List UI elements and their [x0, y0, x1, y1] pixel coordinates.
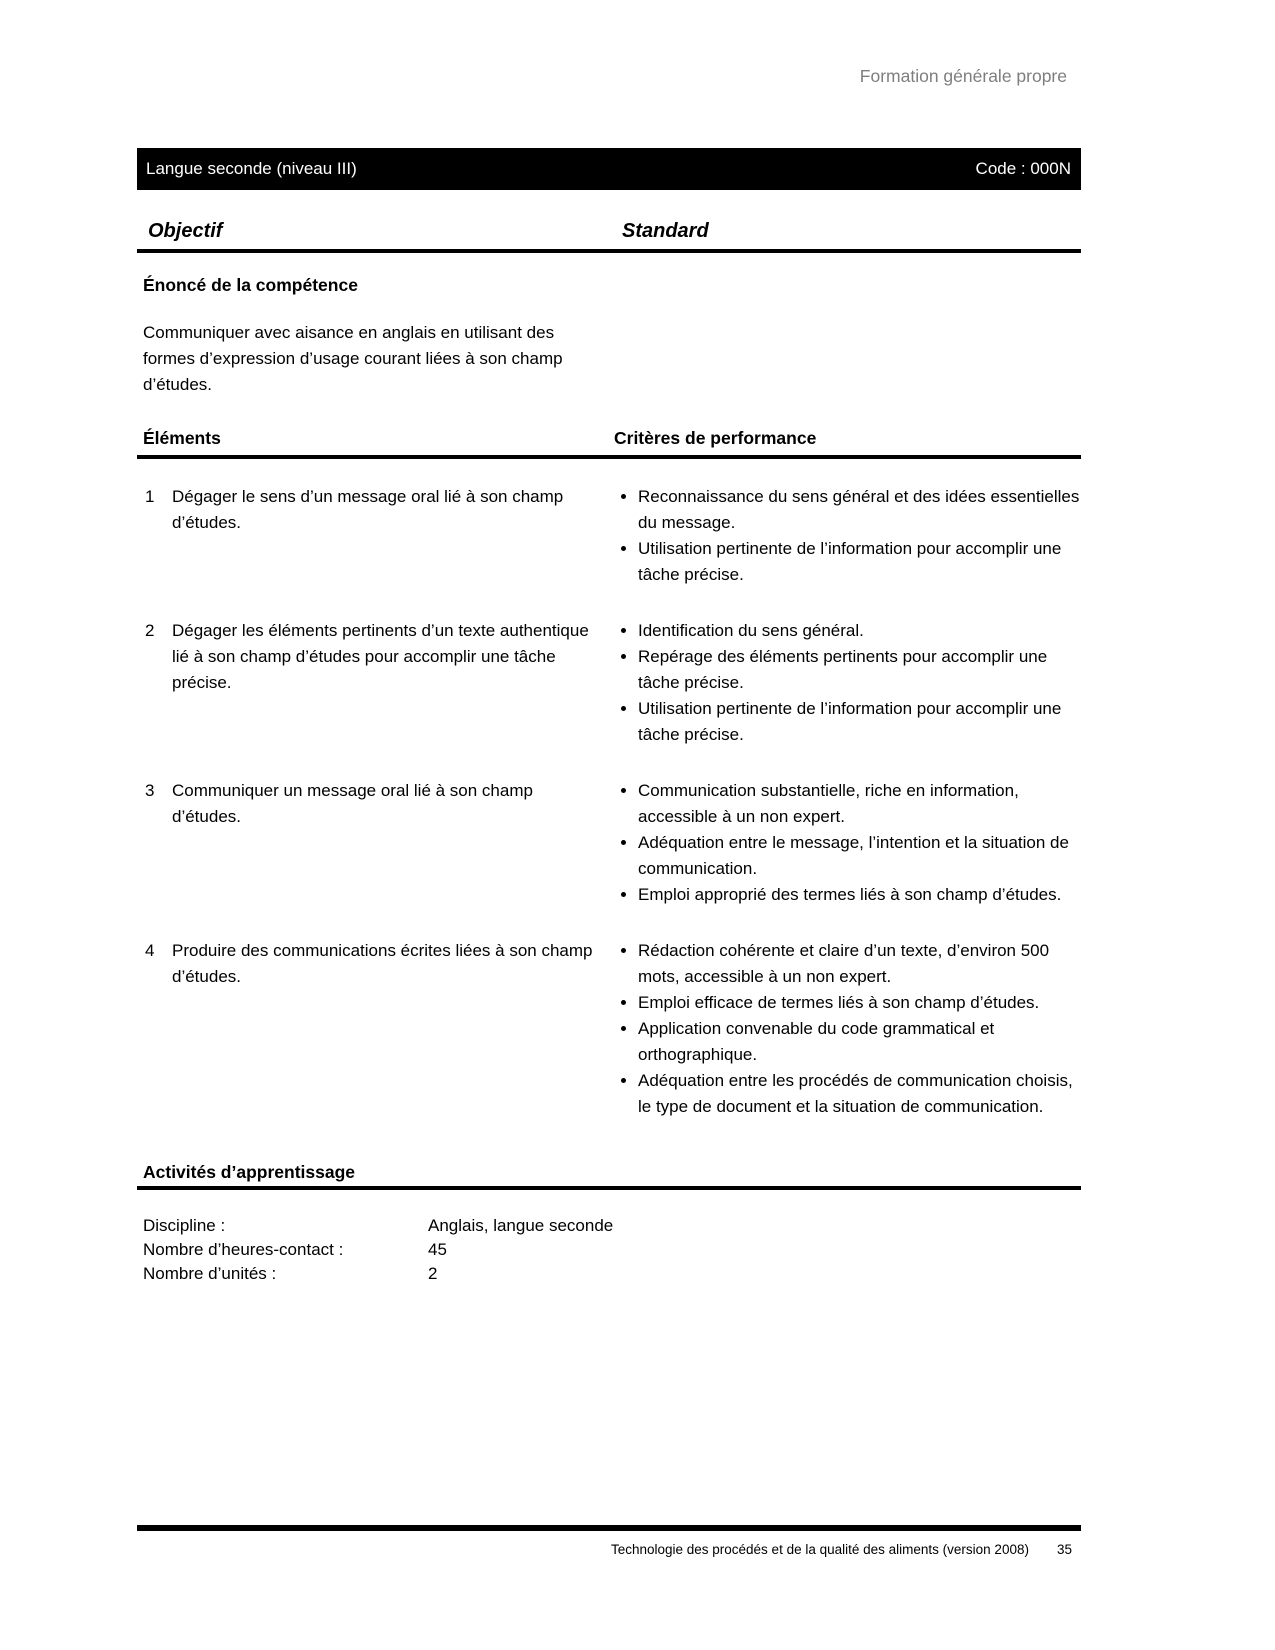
competence-heading: Énoncé de la compétence	[143, 275, 358, 295]
element-cell	[137, 938, 614, 1120]
element-number: 1	[145, 487, 155, 506]
elements-heading: Éléments	[143, 428, 221, 448]
footer	[611, 1542, 1072, 1557]
criteria-item: • Utilisation pertinente de l’information pour accomplir une tâche précise.	[638, 536, 1081, 588]
element-cell	[137, 484, 614, 588]
running-header: Formation générale propre	[859, 66, 1067, 86]
activity-field-row	[143, 1262, 1081, 1286]
criteria-item: • Application convenable du code grammatical et orthographique.	[638, 1016, 1081, 1068]
criteria-item: • Reconnaissance du sens général et des idées essentielles du message.	[638, 484, 1081, 536]
criteria-item: • Communication substantielle, riche en information, accessible à un non expert.	[638, 778, 1081, 830]
criteres-heading: Critères de performance	[614, 428, 817, 448]
element-number: 3	[145, 781, 155, 800]
criteria-item: • Emploi approprié des termes liés à son champ d’études.	[638, 882, 1081, 908]
objectif-standard-heads	[137, 220, 1081, 246]
activity-field-label: Nombre d’heures-contact :	[143, 1240, 344, 1259]
element-number: 4	[145, 941, 155, 960]
activity-field-value: 2	[428, 1264, 438, 1283]
competence-statement: Communiquer avec aisance en anglais en utilisant des formes d’expression d’usage courant liées à son champ d’études.	[143, 323, 563, 394]
table-row	[137, 618, 1081, 748]
footer-text: Technologie des procédés et de la qualité des aliments (version 2008)	[610, 1542, 1029, 1557]
heading-divider	[137, 249, 1081, 253]
course-title: Langue seconde (niveau III)	[146, 159, 357, 178]
activity-field-label: Nombre d’unités :	[143, 1264, 277, 1283]
activity-field-value: Anglais, langue seconde	[428, 1216, 614, 1235]
activity-field-value: 45	[428, 1240, 447, 1259]
criteria-cell	[614, 938, 1081, 1120]
criteria-item: • Adéquation entre le message, l’intention et la situation de communication.	[638, 830, 1081, 882]
criteria-item: • Utilisation pertinente de l’information pour accomplir une tâche précise.	[638, 696, 1081, 748]
activity-field-label: Discipline :	[143, 1216, 226, 1235]
elements-criteres-heads	[137, 428, 1081, 452]
title-bar	[137, 148, 1081, 190]
criteria-list	[614, 938, 1081, 1120]
table-row	[137, 484, 1081, 588]
page-content	[137, 0, 1081, 1286]
objectif-heading: Objectif	[148, 220, 223, 242]
criteria-item: • Rédaction cohérente et claire d’un texte, d’environ 500 mots, accessible à un non expert.	[638, 938, 1081, 990]
criteria-item: • Emploi efficace de termes liés à son champ d’études.	[638, 990, 1081, 1016]
criteria-item: • Identification du sens général.	[638, 618, 1081, 644]
criteria-cell	[614, 778, 1081, 908]
page-number: 35	[1056, 1542, 1072, 1557]
criteria-list	[614, 618, 1081, 748]
element-cell	[137, 778, 614, 908]
element-text: Dégager le sens d’un message oral lié à son champ d’études.	[172, 487, 564, 532]
criteria-list	[614, 778, 1081, 908]
criteria-cell	[614, 618, 1081, 748]
footer-divider	[137, 1525, 1081, 1531]
element-text: Communiquer un message oral lié à son champ d’études.	[172, 781, 533, 826]
course-code: Code : 000N	[975, 159, 1071, 178]
criteria-item: • Adéquation entre les procédés de communication choisis, le type de document et la situation de communication.	[638, 1068, 1081, 1120]
criteria-item: • Repérage des éléments pertinents pour accomplir une tâche précise.	[638, 644, 1081, 696]
table-row	[137, 938, 1081, 1120]
element-text: Produire des communications écrites liées à son champ d’études.	[172, 941, 593, 986]
elements-table	[137, 459, 1081, 1120]
criteria-list	[614, 484, 1081, 588]
element-number: 2	[145, 621, 155, 640]
activities-heading: Activités d’apprentissage	[143, 1162, 356, 1182]
criteria-cell	[614, 484, 1081, 588]
activity-field-row	[143, 1214, 1081, 1238]
table-row	[137, 778, 1081, 908]
standard-heading: Standard	[622, 220, 709, 242]
activities-fields	[137, 1214, 1081, 1286]
activities-divider	[137, 1186, 1081, 1190]
element-text: Dégager les éléments pertinents d’un texte authentique lié à son champ d’études pour accomplir une tâche précise.	[172, 621, 589, 692]
activity-field-row	[143, 1238, 1081, 1262]
element-cell	[137, 618, 614, 748]
